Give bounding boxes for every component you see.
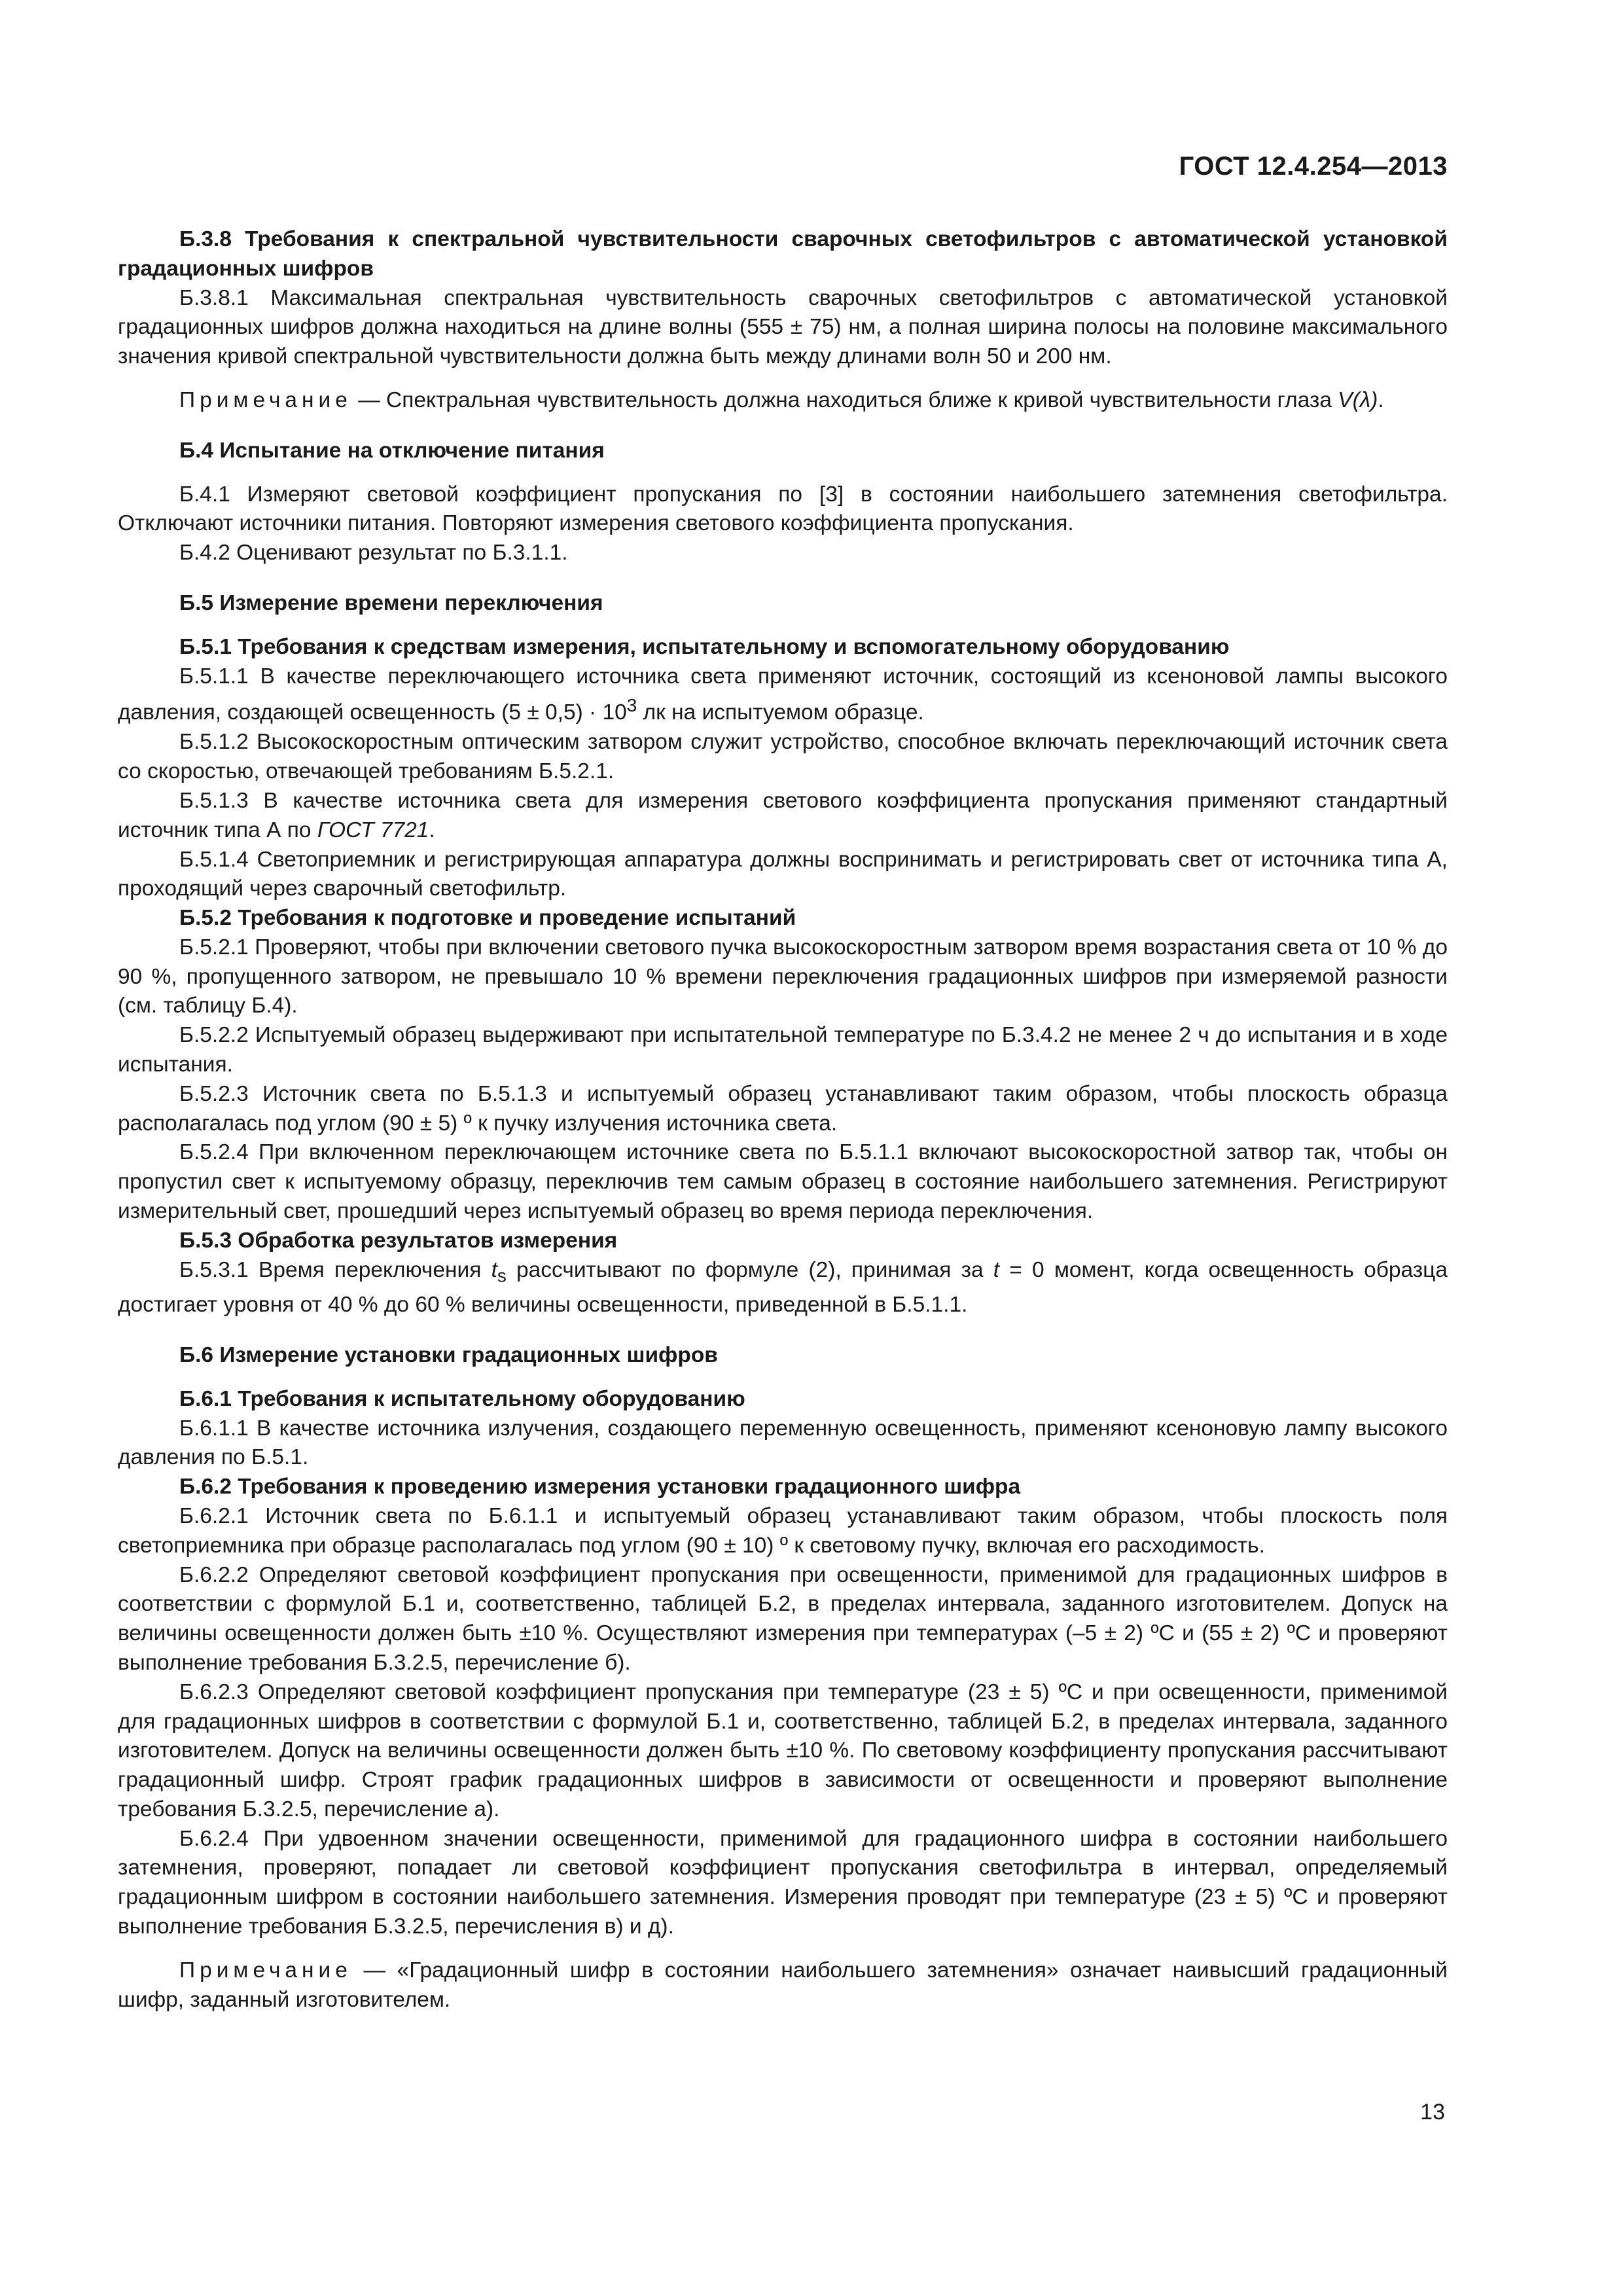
section-heading-b6: Б.6 Измерение установки градационных шифров [179, 1342, 718, 1367]
section-heading-b38: Б.3.8 Требования к спектральной чувствительности сварочных светофильтров с автоматической установкой градационных шифров [118, 227, 1448, 281]
paragraph-b41: Б.4.1 Измеряют световой коэффициент пропускания по [3] в состоянии наибольшего затемнения светофильтра. Отключают источники питания. Повторяют измерения светового коэффициента пропускания. [118, 482, 1448, 536]
paragraph-b511-text: Б.5.1.1 В качестве переключающего источника света применяют источник, состоящий из ксеноновой лампы высокого давления, создающей освещенность (5 ± 0,5) · 10 [118, 664, 1448, 725]
section-heading-b62: Б.6.2 Требования к проведению измерения установки градационного шифра [179, 1475, 1021, 1499]
paragraph-b512: Б.5.1.2 Высокоскоростным оптическим затвором служит устройство, способное включать переключающий источник света со скоростью, отвечающей требованиям Б.5.2.1. [118, 730, 1448, 784]
note-paragraph-2 [118, 1956, 1448, 2015]
paragraph-b622: Б.6.2.2 Определяют световой коэффициент пропускания при освещенности, применимой для градационных шифров в соответствии с формулой Б.1 и, соответственно, таблицей Б.2, в пределах интервала, заданного изготовителем. Допуск на величины освещенности должен быть ±10 %. Осуществляют измерения при температурах (–5 ± 2) ºС и (55 ± 2) ºС и проверяют выполнение требования Б.3.2.5, перечисление б). [118, 1562, 1448, 1675]
paragraph-b521: Б.5.2.1 Проверяют, чтобы при включении светового пучка высокоскоростным затвором время возрастания света от 10 % до 90 %, пропущенного затвором, не превышало 10 % времени переключения градационных шифров при измеряемой разности (см. таблицу Б.4). [118, 935, 1448, 1018]
paragraph-b514: Б.5.1.4 Светоприемник и регистрирующая аппаратура должны воспринимать и регистрировать свет от источника типа А, проходящий через сварочный светофильтр. [118, 847, 1448, 901]
standard-reference: ГОСТ 7721 [317, 817, 429, 842]
paragraph-b623: Б.6.2.3 Определяют световой коэффициент пропускания при температуре (23 ± 5) ºС и при освещенности, применимой для градационных шифров в соответствии с формулой Б.1 и, соответственно, таблицей Б.2, в пределах интервала, заданного изготовителем. Допуск на величины освещенности должен быть ±10 %. По световому коэффициенту пропускания рассчитывают градационный шифр. Строят график градационных шифров в зависимости от освещенности и проверяют выполнение требования Б.3.2.5, перечисление а). [118, 1679, 1448, 1821]
document-body [118, 225, 1448, 2015]
document-code: ГОСТ 12.4.254—2013 [1179, 152, 1448, 181]
paragraph-b624: Б.6.2.4 При удвоенном значении освещенности, применимой для градационного шифра в состоянии наибольшего затемнения, проверяют, попадает ли световой коэффициент пропускания светофильтра в интервал, определяемый градационным шифром в состоянии наибольшего затемнения. Измерения проводят при температуре (23 ± 5) ºС и проверяют выполнение требования Б.3.2.5, перечисления в) и д). [118, 1826, 1448, 1939]
section-heading-b61: Б.6.1 Требования к испытательному оборудованию [179, 1386, 745, 1411]
paragraph-b42: Б.4.2 Оценивают результат по Б.3.1.1. [179, 541, 568, 565]
paragraph-b531 [118, 1256, 1448, 1320]
paragraph-b611: Б.6.1.1 В качестве источника излучения, создающего переменную освещенность, применяют ксеноновую лампу высокого давления по Б.5.1. [118, 1416, 1448, 1470]
section-heading-b53: Б.5.3 Обработка результатов измерения [179, 1228, 618, 1253]
note-label: Примечание [179, 387, 352, 412]
symbol-t: t [491, 1257, 497, 1282]
paragraph-b381: Б.3.8.1 Максимальная спектральная чувствительность сварочных светофильтров с автоматической установкой градационных шифров должна находиться на длине волны (555 ± 75) нм, а полная ширина полосы на половине максимального значения кривой спектральной чувствительности должна быть между длинами волн 50 и 200 нм. [118, 285, 1448, 369]
paragraph-b513-text: Б.5.1.3 В качестве источника света для измерения светового коэффициента пропускания применяют стандартный источник типа А по [118, 788, 1448, 842]
paragraph-b531-mid: рассчитывают по формуле (2), принимая за [506, 1257, 993, 1282]
note-symbol: V(λ) [1338, 387, 1378, 412]
paragraph-b531-text: Б.5.3.1 Время переключения [179, 1257, 491, 1282]
paragraph-b511 [118, 662, 1448, 728]
section-heading-b4: Б.4 Испытание на отключение питания [179, 438, 605, 463]
section-heading-b51: Б.5.1 Требования к средствам измерения, испытательному и вспомогательному оборудованию [179, 634, 1230, 659]
note-text: — Спектральная чувствительность должна находиться ближе к кривой чувствительности глаза [351, 387, 1338, 412]
note-label-2: Примечание [179, 1958, 352, 1982]
paragraph-b513: Б.5.1.3 В качестве источника света для измерения светового коэффициента пропускания применяют стандартный источник типа А по ГОСТ 7721. [118, 788, 1448, 842]
note-text-2: — «Градационный шифр в состоянии наибольшего затемнения» означает наивысший градационный шифр, заданный изготовителем. [118, 1958, 1448, 2012]
exponent: 3 [626, 695, 637, 716]
paragraph-b522: Б.5.2.2 Испытуемый образец выдерживают при испытательной температуре по Б.3.4.2 не менее 2 ч до испытания и в ходе испытания. [118, 1023, 1448, 1077]
paragraph-b621: Б.6.2.1 Источник света по Б.6.1.1 и испытуемый образец устанавливают таким образом, чтобы плоскость поля светоприемника при образце располагалась под углом (90 ± 10) º к световому пучку, включая его расходимость. [118, 1503, 1448, 1558]
symbol-t-2: t [993, 1257, 1000, 1282]
symbol-subscript-s: s [497, 1265, 507, 1286]
section-heading-b5: Б.5 Измерение времени переключения [179, 590, 603, 615]
paragraph-b511-tail: лк на испытуемом образце. [637, 700, 924, 725]
paragraph-b523: Б.5.2.3 Источник света по Б.5.1.3 и испытуемый образец устанавливают таким образом, чтобы плоскость образца располагалась под углом (90 ± 5) º к пучку излучения источника света. [118, 1081, 1448, 1136]
page-number: 13 [1420, 2100, 1445, 2125]
paragraph-b531-tail: = 0 момент, когда освещенность образца достигает уровня от 40 % до 60 % величины освещенности, приведенной в Б.5.1.1. [118, 1257, 1448, 1318]
note-paragraph-1: Примечание — Спектральная чувствительность должна находиться ближе к кривой чувствительности глаза V(λ). [179, 387, 1384, 412]
paragraph-b524: Б.5.2.4 При включенном переключающем источнике света по Б.5.1.1 включают высокоскоростной затвор так, чтобы он пропустил свет к испытуемому образцу, переключив тем самым образец в состояние наибольшего затемнения. Регистрируют измерительный свет, прошедший через испытуемый образец во время периода переключения. [118, 1140, 1448, 1224]
section-heading-b52: Б.5.2 Требования к подготовке и проведение испытаний [179, 906, 796, 931]
